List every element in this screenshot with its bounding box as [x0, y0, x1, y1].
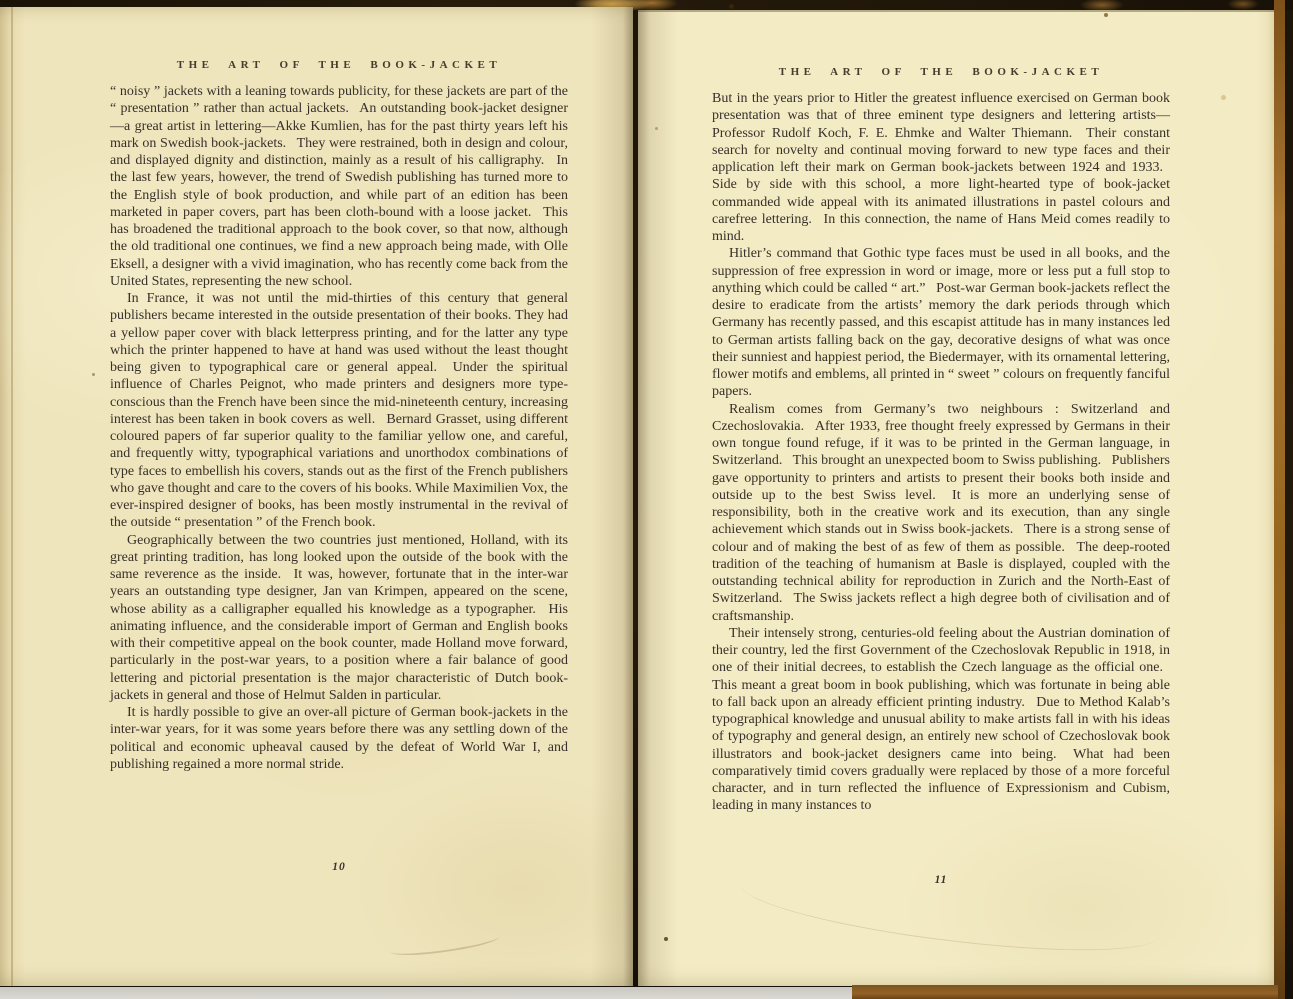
running-head-right: THE ART OF THE BOOK-JACKET — [778, 66, 1104, 78]
paragraph: Geographically between the two countries just mentioned, Holland, with its great printing tradition, has long looked upon the outside of the book with the same reverence as the inside. It was, however, fortunate that in the inter-war years an outstanding type designer, Jan van Krimpen, appeared on the scene, whose ability as a calligrapher equalled his knowledge as a typographer. His animating influence, and the considerable import of German and English books with their competitive appeal on the book counter, made Holland move forward, particularly in the post-war years, to a position where a fair balance of good lettering and pictorial presentation is the major characteristic of Dutch book-jackets in general and those of Helmut Salden in particular. — [110, 532, 568, 703]
page-right-body — [712, 90, 1170, 815]
paragraph: But in the years prior to Hitler the greatest influence exercised on German book presentation was that of three eminent type designers and lettering artists—Professor Rudolf Koch, F. E. Ehmke and Walter Thiemann. Their constant search for novelty and continual moving forward to new type faces and their application left their mark on German book-jackets between 1924 and 1933. Side by side with this school, a more light-hearted type of book-jacket commanded wide appeal with its animated illustrations in pastel colours and carefree lettering. In this connection, the name of Hans Meid comes readily to mind. — [712, 91, 1170, 244]
paragraph: Their intensely strong, centuries-old feeling about the Austrian domination of their country, led the first Government of the Czechoslovak Republic in 1918, in one of their initial decrees, to establish the Czech language as the official one. This meant a great boom in book publishing, which was fortunate in being able to fall back upon an already efficient printing industry. Due to Method Kalab’s typographical knowledge and unusual ability to make artists fall in with his ideas of typography and general design, an entirely new school of Czechoslovak book illustrators and book-jacket designers came into being. What had been comparatively timid covers gradually were replaced by those of a more forceful character, and in turn reflected the influence of Expressionism and Cubism, leading in many instances to — [712, 625, 1170, 814]
book-fore-edge — [1274, 0, 1285, 999]
paragraph: In France, it was not until the mid-thirties of this century that general publishers became interested in the outside presentation of their books. They had a yellow paper cover with black letterpress printing, and for the latter any type which the printer happened to have at hand was used without the least thought being given to typographical care or general appeal. Under the spiritual influence of Charles Peignot, who made printers and designers more type-conscious than the French have been since the mid-nineteenth century, increasing interest has been taken in book covers as well. Bernard Grasset, using different coloured papers of far superior quality to the familiar yellow one, and careful, and frequently witty, typographical variations and unorthodox combinations of type faces to embellish his covers, stands out as the first of the French publishers who gave thought and care to the covers of his books. While Maximilien Vox, the ever-inspired designer of books, has been mostly instrumental in the revival of the outside “ presentation ” of the French book. — [110, 291, 568, 531]
paragraph: Hitler’s command that Gothic type faces must be used in all books, and the suppression of free expression in word or image, more or less put a full stop to anything which could be called “ art.” Post-war German book-jackets reflect the desire to eradicate from the artists’ memory the dark periods through which Germany has recently passed, and this escapist attitude has in many instances led to German artists falling back on the gay, decorative designs of what was once their sunniest and happiest period, the Biedermayer, with its ornamental lettering, flower motifs and emblems, all printed in “ sweet ” colours on frequently fanciful papers. — [712, 246, 1170, 400]
foxing-spot — [1104, 13, 1108, 17]
ink-dot — [664, 937, 668, 941]
foxing-spot — [92, 373, 95, 376]
page-right — [638, 10, 1275, 986]
paragraph: “ noisy ” jackets with a leaning towards publicity, for these jackets are part of the “ presentation ” rather than actual jackets. An outstanding book-jacket designer—a great artist in lettering—Akke Kumlien, has for the past thirty years left his mark on Swedish book-jackets. They were restrained, both in design and colour, and displayed dignity and distinction, mainly as a result of his calligraphy. In the last few years, however, the trend of Swedish publishing has turned more to the English style of book production, and while part of an edition has been marketed in paper covers, part has been cloth-bound with a loose jacket. This has broadened the traditional approach to the book cover, so that now, although the old traditional one continues, we find a new approach being made, with Olle Eksell, a designer with a vivid imagination, who has recently come back from the United States, representing the new school. — [110, 84, 568, 289]
paragraph: It is hardly possible to give an over-all picture of German book-jackets in the inter-war years, for it was some years before there was any settling down of the political and economic upheaval caused by the defeat of World War I, and publishing regained a more normal stride. — [110, 705, 568, 772]
foxing-spot — [655, 127, 658, 130]
running-head-left: THE ART OF THE BOOK-JACKET — [176, 59, 502, 71]
page-number-right: 11 — [934, 874, 948, 886]
page-left — [0, 7, 633, 986]
scanner-bed-strip — [0, 987, 852, 999]
page-edge-line — [11, 7, 13, 986]
page-left-body — [110, 83, 568, 773]
foxing-spot — [1221, 95, 1226, 100]
foxing-spot — [729, 4, 734, 9]
page-number-left: 10 — [332, 861, 346, 873]
paragraph: Realism comes from Germany’s two neighbours : Switzerland and Czechoslovakia. After 1933, free thought freely expressed by Germans in their own tongue found refuge, if it was to be printed in the German language, in Switzerland. This brought an unexpected boom to Swiss publishing. Publishers gave opportunity to printers and artists to present their books both inside and outside up to the best Swiss level. It is more an underlying sense of responsibility, both in the creative work and its execution, than any single achievement which stands out in Swiss book-jackets. There is a strong sense of colour and of making the best of as few of them as possible. The deep-rooted tradition of the teaching of humanism at Basle is displayed, coupled with the outstanding technical ability for reproduction in Zurich and the North-East of Switzerland. The Swiss jackets reflect a high degree both of civilisation and of craftsmanship. — [712, 401, 1170, 624]
book-cover-bottom-edge — [852, 985, 1278, 999]
